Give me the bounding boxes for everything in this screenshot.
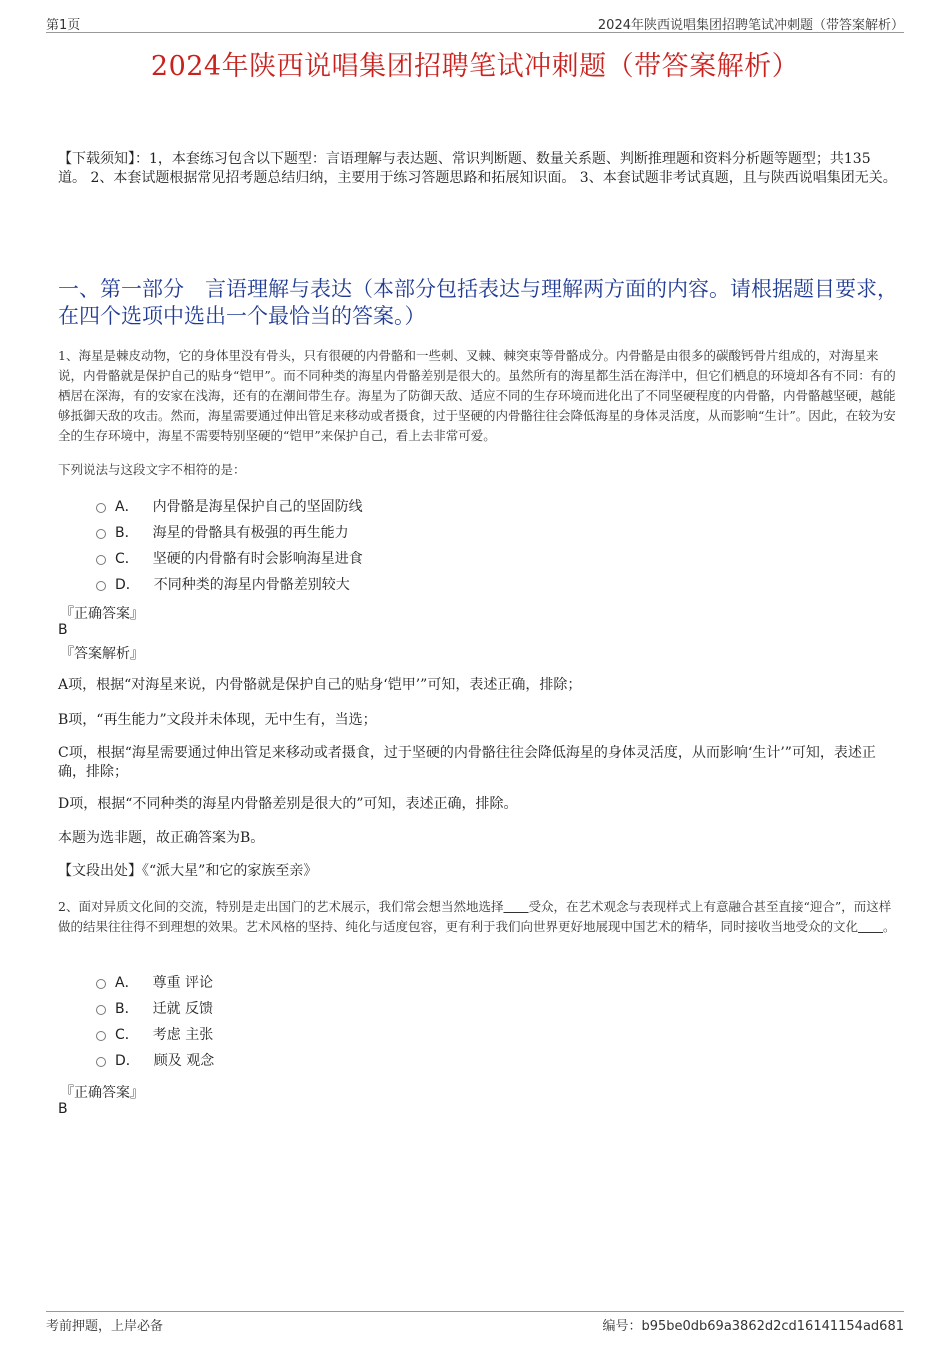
option-letter: C． xyxy=(115,551,139,567)
download-notice: 【下载须知】：1，本套练习包含以下题型：言语理解与表达题、常识判断题、数量关系题、判断推理题和资料分析题等题型；共135道。 2、本套试题根据常见招考题总结归纳，主要用于练习答题思路和拓展知识面。 3、本套试题非考试真题，且与陕西说唱集团无关。 xyxy=(58,151,897,186)
page-number: 第1页 xyxy=(46,18,81,33)
radio-icon[interactable] xyxy=(96,979,106,989)
footer-slogan: 考前押题，上岸必备 xyxy=(46,1319,164,1334)
footer-code-value: b95be0db69a3862d2cd16141154ad681 xyxy=(641,1319,904,1334)
option-text: 考虑 主张 xyxy=(152,1027,214,1043)
option-text: 坚硬的内骨骼有时会影响海星进食 xyxy=(152,551,363,567)
q1-answer-value: B xyxy=(58,622,68,638)
question-1-options xyxy=(96,493,363,597)
radio-icon[interactable] xyxy=(96,529,106,539)
q1-answer-label: 『正确答案』 xyxy=(60,606,144,622)
question-2-options xyxy=(96,969,214,1073)
option-letter: A． xyxy=(115,975,139,991)
question-1-stem: 1、海星是棘皮动物，它的身体里没有骨头，只有很硬的内骨骼和一些刺、叉棘、棘突束等骨骼成分。内骨骼是由很多的碳酸钙骨片组成的，对海星来说，内骨骼就是保护自己的贴身“铠甲”。而不同种类的海星内骨骼差别是很大的。虽然所有的海星都生活在海洋中，但它们栖息的环境却各有不同：有的栖居在深海，有的安家在浅海，还有的在潮间带生存。海星为了防御天敌、适应不同的生存环境而进化出了不同坚硬程度的内骨骼，内骨骼越坚硬，越能够抵御天敌的攻击。然而，海星需要通过伸出管足来移动或者摄食，过于坚硬的内骨骼往往会降低海星的身体灵活度，从而影响“生计”。因此，在较为安全的生存环境中，海星不需要特别坚硬的“铠甲”来保护自己，看上去非常可爱。 xyxy=(58,348,896,443)
q2-stem-part-3: 。 xyxy=(883,919,896,934)
q2-stem-part-2: 受众，在艺术观念与表现样式上有意融合甚至直接“迎合”，而这样做的结果往往得不到理想的效果。艺术风格的坚持、纯化与适度包容，更有利于我们向世界更好地展现中国艺术的精华，同时接收当地受众的文化 xyxy=(58,899,892,934)
radio-icon[interactable] xyxy=(96,1005,106,1015)
option-letter: B． xyxy=(115,1001,139,1017)
option-text: 内骨骼是海星保护自己的坚固防线 xyxy=(152,499,363,515)
q2-option-b[interactable] xyxy=(96,995,214,1021)
q1-analysis-c: C项，根据“海星需要通过伸出管足来移动或者摄食，过于坚硬的内骨骼往往会降低海星的身体灵活度，从而影响‘生计’”可知，表述正确，排除； xyxy=(58,745,876,780)
q1-option-d[interactable] xyxy=(96,571,363,597)
option-text: 海星的骨骼具有极强的再生能力 xyxy=(152,525,349,541)
footer-code xyxy=(602,1315,904,1334)
header-divider xyxy=(46,32,904,33)
option-letter: D． xyxy=(115,1053,140,1069)
option-letter: D． xyxy=(115,577,140,593)
q1-option-b[interactable] xyxy=(96,519,363,545)
radio-icon[interactable] xyxy=(96,555,106,565)
q1-option-a[interactable] xyxy=(96,493,363,519)
q1-option-c[interactable] xyxy=(96,545,363,571)
footer-code-label: 编号： xyxy=(602,1319,642,1334)
option-text: 迁就 反馈 xyxy=(152,1001,214,1017)
q1-analysis-label: 『答案解析』 xyxy=(60,646,144,662)
q2-answer-label: 『正确答案』 xyxy=(60,1085,144,1101)
q1-source: 【文段出处】《“派大星”和它的家族至亲》 xyxy=(58,863,318,879)
footer-divider xyxy=(46,1311,904,1312)
q2-option-d[interactable] xyxy=(96,1047,214,1073)
radio-icon[interactable] xyxy=(96,503,106,513)
q2-blank-1: ＿＿ xyxy=(503,899,529,914)
option-letter: B． xyxy=(115,525,139,541)
q1-analysis-d: D项，根据“不同种类的海星内骨骼差别是很大的”可知，表述正确，排除。 xyxy=(58,796,518,812)
option-text: 顾及 观念 xyxy=(153,1053,215,1069)
option-text: 不同种类的海星内骨骼差别较大 xyxy=(153,577,350,593)
q2-answer-value: B xyxy=(58,1101,68,1117)
q2-option-a[interactable] xyxy=(96,969,214,995)
question-1-prompt: 下列说法与这段文字不相符的是： xyxy=(58,462,246,477)
q2-stem-part-1: 2、面对异质文化间的交流，特别是走出国门的艺术展示，我们常会想当然地选择 xyxy=(58,899,504,914)
radio-icon[interactable] xyxy=(96,1057,106,1067)
q1-conclusion: 本题为选非题，故正确答案为B。 xyxy=(58,830,265,846)
q1-analysis-a: A项，根据“对海星来说，内骨骼就是保护自己的贴身‘铠甲’”可知，表述正确，排除； xyxy=(58,677,582,693)
option-letter: A． xyxy=(115,499,139,515)
q2-blank-2: ＿＿ xyxy=(858,919,884,934)
section-heading: 一、第一部分 言语理解与表达（本部分包括表达与理解两方面的内容。请根据题目要求，在四个选项中选出一个最恰当的答案。） xyxy=(58,277,898,328)
option-text: 尊重 评论 xyxy=(152,975,214,991)
page-title: 2024年陕西说唱集团招聘笔试冲刺题（带答案解析） xyxy=(150,51,800,82)
radio-icon[interactable] xyxy=(96,581,106,591)
q2-option-c[interactable] xyxy=(96,1021,214,1047)
question-2-stem xyxy=(58,897,898,937)
radio-icon[interactable] xyxy=(96,1031,106,1041)
option-letter: C． xyxy=(115,1027,139,1043)
q1-analysis-b: B项，“再生能力”文段并未体现，无中生有，当选； xyxy=(58,712,377,728)
header-doc-title: 2024年陕西说唱集团招聘笔试冲刺题（带答案解析） xyxy=(597,18,904,33)
